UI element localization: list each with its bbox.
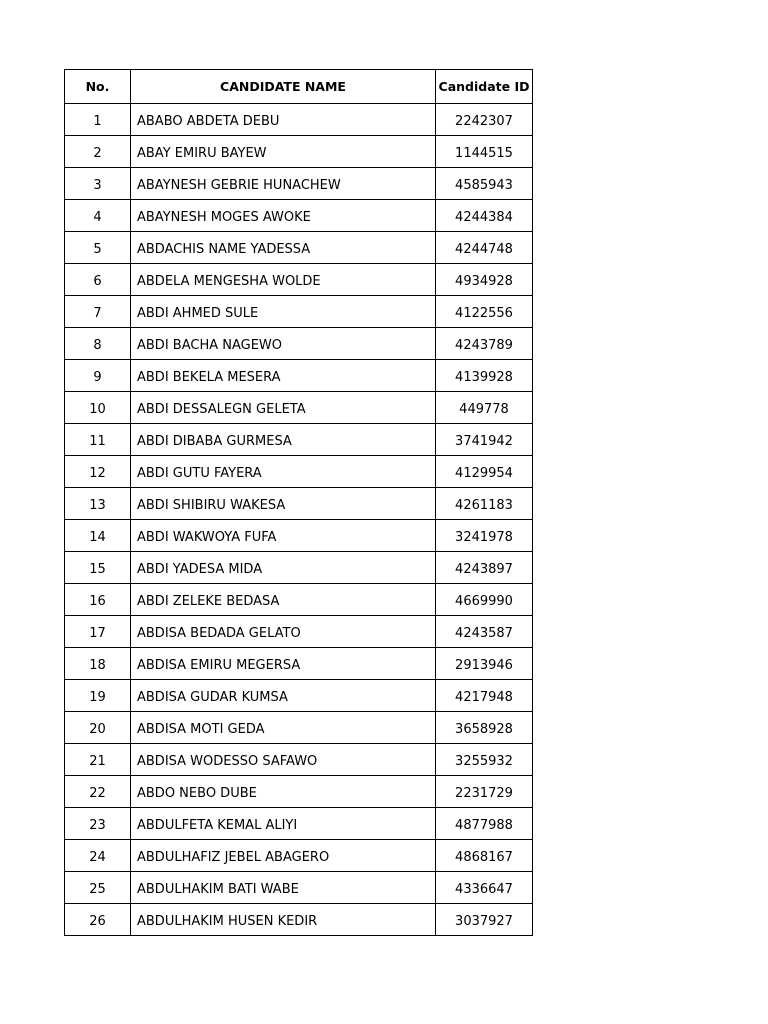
candidate-name: ABDISA BEDADA GELATO bbox=[131, 616, 436, 648]
candidate-id: 3037927 bbox=[436, 904, 533, 936]
candidate-name: ABABO ABDETA DEBU bbox=[131, 104, 436, 136]
table-row bbox=[65, 264, 533, 296]
row-number: 24 bbox=[65, 840, 131, 872]
candidate-name: ABDULHAFIZ JEBEL ABAGERO bbox=[131, 840, 436, 872]
header-candidate-name: CANDIDATE NAME bbox=[131, 70, 436, 104]
candidate-id: 4244384 bbox=[436, 200, 533, 232]
table-row bbox=[65, 200, 533, 232]
row-number: 4 bbox=[65, 200, 131, 232]
table-header bbox=[65, 70, 533, 104]
candidate-table bbox=[64, 69, 533, 936]
table-row bbox=[65, 392, 533, 424]
row-number: 1 bbox=[65, 104, 131, 136]
table-row bbox=[65, 744, 533, 776]
candidate-id: 4934928 bbox=[436, 264, 533, 296]
table-row bbox=[65, 520, 533, 552]
candidate-name: ABDI GUTU FAYERA bbox=[131, 456, 436, 488]
candidate-name: ABDULHAKIM HUSEN KEDIR bbox=[131, 904, 436, 936]
candidate-id: 4243897 bbox=[436, 552, 533, 584]
candidate-id: 2231729 bbox=[436, 776, 533, 808]
header-no: No. bbox=[65, 70, 131, 104]
table-row bbox=[65, 552, 533, 584]
candidate-id: 449778 bbox=[436, 392, 533, 424]
table-row bbox=[65, 168, 533, 200]
row-number: 9 bbox=[65, 360, 131, 392]
row-number: 11 bbox=[65, 424, 131, 456]
table-row bbox=[65, 360, 533, 392]
candidate-id: 3255932 bbox=[436, 744, 533, 776]
candidate-id: 4139928 bbox=[436, 360, 533, 392]
table-row bbox=[65, 424, 533, 456]
row-number: 10 bbox=[65, 392, 131, 424]
candidate-name: ABDI ZELEKE BEDASA bbox=[131, 584, 436, 616]
candidate-id: 3241978 bbox=[436, 520, 533, 552]
row-number: 19 bbox=[65, 680, 131, 712]
row-number: 21 bbox=[65, 744, 131, 776]
candidate-id: 4877988 bbox=[436, 808, 533, 840]
row-number: 14 bbox=[65, 520, 131, 552]
candidate-id: 4243587 bbox=[436, 616, 533, 648]
candidate-id: 2913946 bbox=[436, 648, 533, 680]
candidate-name: ABDISA EMIRU MEGERSA bbox=[131, 648, 436, 680]
candidate-name: ABDELA MENGESHA WOLDE bbox=[131, 264, 436, 296]
row-number: 12 bbox=[65, 456, 131, 488]
candidate-id: 4244748 bbox=[436, 232, 533, 264]
row-number: 5 bbox=[65, 232, 131, 264]
candidate-id: 4243789 bbox=[436, 328, 533, 360]
table-row bbox=[65, 104, 533, 136]
candidate-name: ABDI YADESA MIDA bbox=[131, 552, 436, 584]
candidate-name: ABDO NEBO DUBE bbox=[131, 776, 436, 808]
row-number: 6 bbox=[65, 264, 131, 296]
candidate-name: ABAY EMIRU BAYEW bbox=[131, 136, 436, 168]
candidate-id: 4669990 bbox=[436, 584, 533, 616]
candidate-name: ABDACHIS NAME YADESSA bbox=[131, 232, 436, 264]
table-row bbox=[65, 712, 533, 744]
table-row bbox=[65, 680, 533, 712]
candidate-name: ABDI WAKWOYA FUFA bbox=[131, 520, 436, 552]
candidate-id: 3658928 bbox=[436, 712, 533, 744]
row-number: 7 bbox=[65, 296, 131, 328]
candidate-name: ABDI BEKELA MESERA bbox=[131, 360, 436, 392]
table-row bbox=[65, 776, 533, 808]
table-row bbox=[65, 136, 533, 168]
table-row bbox=[65, 296, 533, 328]
table-row bbox=[65, 840, 533, 872]
candidate-name: ABDISA GUDAR KUMSA bbox=[131, 680, 436, 712]
candidate-id: 4129954 bbox=[436, 456, 533, 488]
row-number: 16 bbox=[65, 584, 131, 616]
row-number: 13 bbox=[65, 488, 131, 520]
candidate-name: ABDI AHMED SULE bbox=[131, 296, 436, 328]
candidate-name: ABDULHAKIM BATI WABE bbox=[131, 872, 436, 904]
row-number: 23 bbox=[65, 808, 131, 840]
candidate-id: 4217948 bbox=[436, 680, 533, 712]
row-number: 17 bbox=[65, 616, 131, 648]
row-number: 26 bbox=[65, 904, 131, 936]
table-row bbox=[65, 648, 533, 680]
table-row bbox=[65, 328, 533, 360]
table-row bbox=[65, 904, 533, 936]
table-row bbox=[65, 584, 533, 616]
candidate-name: ABDI SHIBIRU WAKESA bbox=[131, 488, 436, 520]
row-number: 3 bbox=[65, 168, 131, 200]
header-candidate-id: Candidate ID bbox=[436, 70, 533, 104]
row-number: 2 bbox=[65, 136, 131, 168]
table-row bbox=[65, 616, 533, 648]
candidate-name: ABDI BACHA NAGEWO bbox=[131, 328, 436, 360]
row-number: 18 bbox=[65, 648, 131, 680]
table-row bbox=[65, 232, 533, 264]
candidate-id: 4585943 bbox=[436, 168, 533, 200]
candidate-id: 2242307 bbox=[436, 104, 533, 136]
candidate-name: ABDISA MOTI GEDA bbox=[131, 712, 436, 744]
table-row bbox=[65, 872, 533, 904]
candidate-id: 3741942 bbox=[436, 424, 533, 456]
candidate-name: ABDI DIBABA GURMESA bbox=[131, 424, 436, 456]
row-number: 15 bbox=[65, 552, 131, 584]
candidate-name: ABDULFETA KEMAL ALIYI bbox=[131, 808, 436, 840]
row-number: 22 bbox=[65, 776, 131, 808]
table-row bbox=[65, 488, 533, 520]
table-row bbox=[65, 808, 533, 840]
row-number: 25 bbox=[65, 872, 131, 904]
candidate-id: 4122556 bbox=[436, 296, 533, 328]
candidate-name: ABAYNESH MOGES AWOKE bbox=[131, 200, 436, 232]
candidate-id: 4868167 bbox=[436, 840, 533, 872]
candidate-id: 4261183 bbox=[436, 488, 533, 520]
candidate-name: ABDI DESSALEGN GELETA bbox=[131, 392, 436, 424]
row-number: 20 bbox=[65, 712, 131, 744]
table-row bbox=[65, 456, 533, 488]
candidate-id: 4336647 bbox=[436, 872, 533, 904]
candidate-id: 1144515 bbox=[436, 136, 533, 168]
row-number: 8 bbox=[65, 328, 131, 360]
candidate-name: ABAYNESH GEBRIE HUNACHEW bbox=[131, 168, 436, 200]
header-row bbox=[65, 70, 533, 104]
candidate-name: ABDISA WODESSO SAFAWO bbox=[131, 744, 436, 776]
table-body bbox=[65, 104, 533, 936]
